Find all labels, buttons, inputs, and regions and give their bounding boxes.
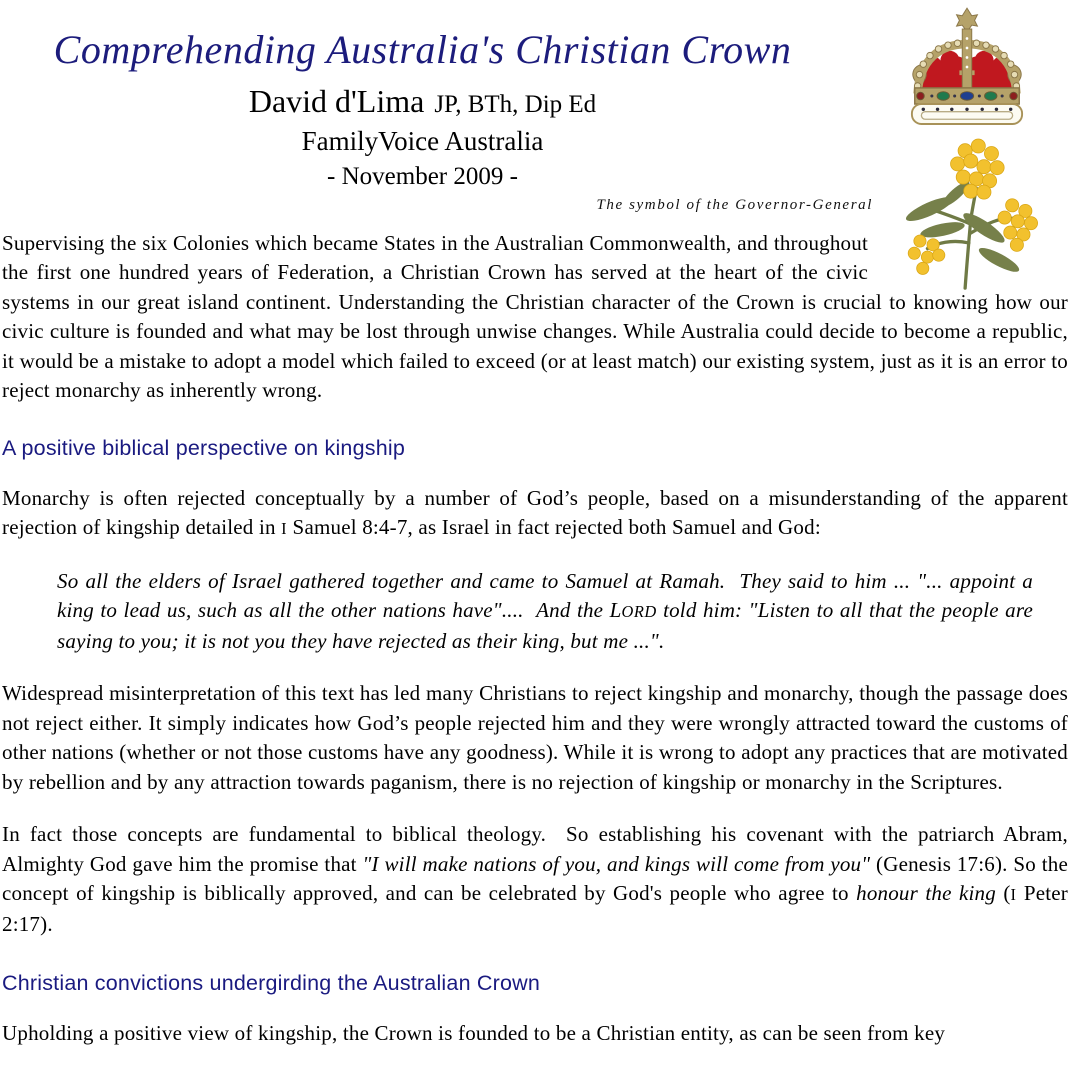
emblem-caption: The symbol of the Governor-General <box>596 196 873 213</box>
wattle-icon <box>891 130 1043 290</box>
monarchy-paragraph: Monarchy is often rejected conceptually by a number of God’s people, based on a misunderstanding of the apparent rejection of kingship detailed in I Samuel 8:4-7, as Israel in fact rejected both Samuel and God: <box>2 485 1068 540</box>
page-title: Comprehending Australia's Christian Crown <box>53 27 792 72</box>
article-body <box>2 229 1068 1049</box>
section-heading-christian-convictions: Christian convictions undergirding the Australian Crown <box>2 971 541 996</box>
samuel-quote: So all the elders of Israel gathered together and came to Samuel at Ramah. They said to him ... "... appoint a king to lead us, such as all the other nations have".... And the LORD told him: "Listen to all that the people are saying to you; it is not you they have rejected as their king, but me ...". <box>57 568 1033 653</box>
author-credentials: JP, BTh, Dip Ed <box>434 90 597 118</box>
covenant-paragraph: In fact those concepts are fundamental to biblical theology. So establishing his covenant with the patriarch Abram, Almighty God gave him the promise that "I will make nations of you, and kings will come from you" (Genesis 17:6). So the concept of kingship is biblically approved, and can be celebrated by God's people who agree to honour the king (I Peter 2:17). <box>2 822 1068 936</box>
header-block <box>0 0 845 190</box>
date-line: - November 2009 - <box>327 162 518 190</box>
organisation-line: FamilyVoice Australia <box>301 126 544 157</box>
misinterpretation-paragraph: Widespread misinterpretation of this text has led many Christians to reject kingship and monarchy, though the passage does not reject either. It simply indicates how God’s people rejected him and they were wrongly attracted toward the customs of other nations (whether or not those customs have any goodness). While it is wrong to adopt any practices that are motivated by rebellion and by any attraction towards paganism, there is no rejection of kingship or monarchy in the Scriptures. <box>2 681 1068 794</box>
section-heading-biblical-perspective: A positive biblical perspective on kingship <box>2 435 405 460</box>
author-name: David d'Lima <box>248 82 425 119</box>
upholding-paragraph: Upholding a positive view of kingship, the Crown is founded to be a Christian entity, as can be seen from key <box>2 1021 946 1046</box>
crown-icon <box>891 4 1043 130</box>
author-line <box>0 82 845 119</box>
governor-general-emblem <box>886 4 1048 290</box>
intro-paragraph-text: Supervising the six Colonies which became States in the Australian Commonwealth, and throughout the first one hundred years of Federation, a Christian Crown has served at the heart of the civic systems in our great island continent. Understanding the Christian character of the Crown is crucial to knowing how our civic culture is founded and what may be lost through unwise changes. While Australia could decide to become a republic, it would be a mistake to adopt a model which failed to exceed (or at least match) our existing system, just as it is an error to reject monarchy as inherently wrong. <box>2 230 1068 403</box>
